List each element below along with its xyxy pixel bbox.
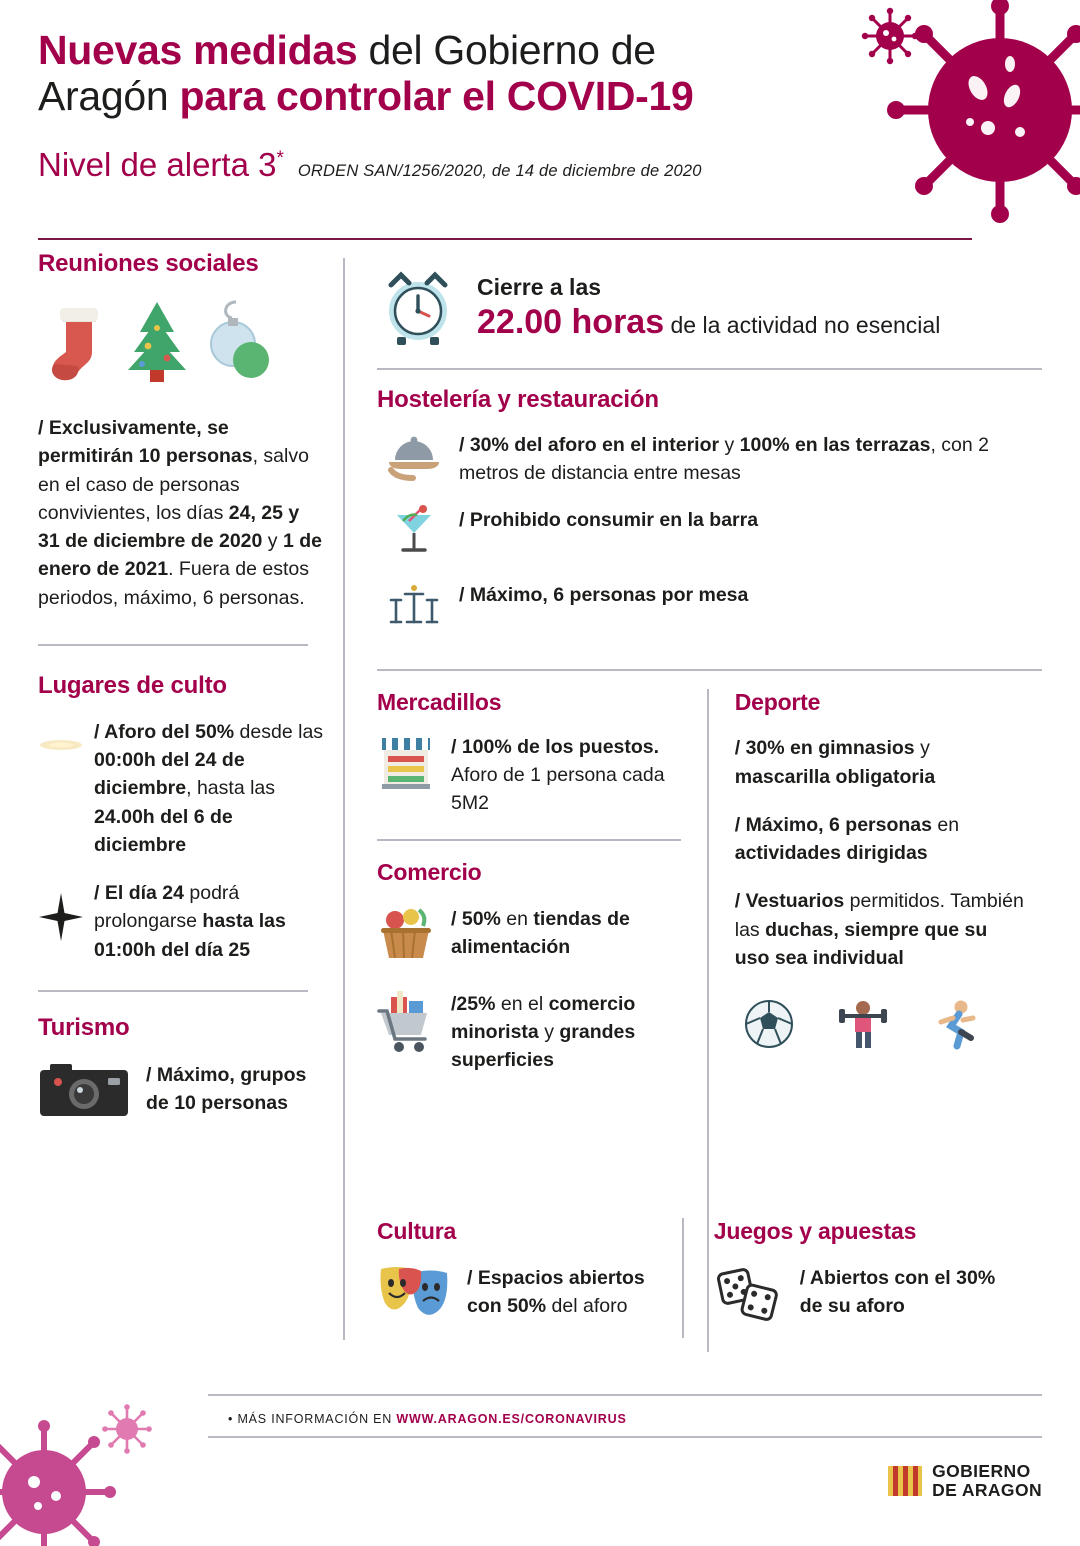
com-2-b0: 25%	[456, 993, 496, 1016]
commerce-item-1	[377, 904, 681, 971]
tourism-b1: 10 personas	[174, 1091, 288, 1114]
social-bold-2: 24, 25 y 31 de diciembre de 2020	[38, 501, 300, 553]
bottom-col-gambling	[684, 1218, 1042, 1348]
government-logo	[888, 1462, 1042, 1500]
hospitality-text-1	[459, 430, 1042, 487]
social-text-2: , salvo en el caso de personas convivientes, los días	[38, 445, 309, 524]
column-right-area	[345, 250, 1042, 1370]
hospitality-item-2	[385, 505, 1042, 562]
section-heading-hospitality: Hostelería y restauración	[377, 386, 659, 413]
running-icon	[931, 998, 983, 1052]
divider-markets	[377, 839, 681, 841]
bottom-col-tourism-spacer	[38, 1218, 343, 1348]
column-left	[38, 250, 343, 1370]
hosp-3-t1: / Máximo,	[459, 584, 554, 607]
markets-t1: Aforo de 1 persona cada 5M2	[451, 764, 665, 814]
section-heading-worship: Lugares de culto	[38, 671, 227, 699]
social-text-3: y	[262, 530, 283, 553]
more-info-prefix: • MÁS INFORMACIÓN EN	[228, 1412, 397, 1426]
sport-3-t2: permitidos	[844, 890, 940, 913]
sport-2-t1: / Máximo,	[734, 813, 830, 836]
social-bold-1: 10 personas	[138, 445, 253, 468]
hosp-3-b1: 6 personas por mesa	[553, 584, 749, 607]
markets-item	[377, 732, 681, 817]
worship-1-t2: desde las	[234, 720, 324, 743]
gambling-t1: / Abiertos con el	[799, 1267, 957, 1289]
section-heading-gambling: Juegos y apuestas	[713, 1218, 917, 1244]
com-2-t3: y	[538, 1021, 560, 1044]
hospitality-item-1	[385, 430, 1042, 487]
worship-text-1	[94, 718, 325, 859]
main-content	[0, 250, 1080, 1370]
sport-1-t1: /	[734, 737, 746, 760]
camera-icon	[38, 1060, 130, 1127]
aragon-flag-icon	[888, 1466, 922, 1496]
sport-text-1	[735, 734, 1024, 791]
com-2-b1: comercio minorista	[451, 993, 636, 1044]
tourism-t1: / Máximo, grupos de	[146, 1063, 307, 1114]
hospitality-text-3	[459, 580, 748, 610]
theatre-masks-icon	[377, 1263, 451, 1326]
gambling-item	[714, 1263, 1004, 1330]
com-1-t1: /	[451, 908, 462, 931]
logo-line-1: GOBIERNO	[932, 1461, 1031, 1482]
christmas-icon-group	[42, 296, 325, 388]
markets-b1: / 100% de los puestos.	[451, 736, 660, 759]
hosp-2-t1: / Prohibido consumir en la barra	[459, 509, 759, 532]
commerce-item-2	[377, 989, 681, 1074]
alert-level-label: Nivel de alerta 3	[38, 145, 277, 183]
com-1-t2: en	[500, 908, 534, 931]
com-1-b1: tiendas de alimentación	[451, 908, 630, 959]
footer-divider-bottom	[208, 1436, 1042, 1438]
closing-banner	[371, 250, 1042, 362]
divider-left-2	[38, 990, 308, 992]
worship-1-b2: 00:00h del 24 de diciembre	[94, 749, 245, 800]
hosp-1-t1: y	[719, 434, 740, 456]
worship-2-b1: día 24	[128, 882, 184, 905]
social-bold-3: 1 de enero de 2021	[38, 530, 322, 581]
com-2-t1: /	[451, 993, 457, 1016]
worship-item-2	[38, 879, 325, 964]
tourism-item	[38, 1060, 325, 1127]
social-text-1: / Exclusivamente, se permitirán	[38, 417, 229, 468]
bar-table-stools-icon	[385, 580, 443, 637]
hospitality-items	[371, 430, 1042, 655]
food-cloche-icon	[385, 430, 443, 487]
dice-icon	[714, 1263, 784, 1330]
more-info-url[interactable]: WWW.ARAGON.ES/CORONAVIRUS	[396, 1412, 627, 1426]
social-text	[38, 414, 325, 612]
worship-2-t2: podrá prolongarse	[94, 882, 240, 933]
social-text-4: . Fuera de estos periodos, máximo, 6 personas.	[38, 558, 309, 609]
com-1-b0: 50%	[461, 908, 501, 931]
header	[0, 0, 1080, 250]
sport-1-b1: 30% en gimnasios	[745, 737, 915, 760]
section-heading-tourism: Turismo	[38, 1013, 130, 1041]
hospitality-item-3	[385, 580, 1042, 637]
christmas-tree-icon	[122, 298, 192, 388]
footer-divider-top	[208, 1394, 1042, 1396]
worship-items	[38, 718, 325, 964]
closing-text	[477, 274, 940, 342]
footer	[0, 1388, 1080, 1528]
section-heading-social: Reuniones sociales	[38, 250, 259, 277]
alert-level-asterisk: *	[276, 147, 284, 169]
weightlifting-icon	[837, 998, 889, 1052]
title-highlight-2: para controlar el COVID-19	[179, 72, 694, 119]
sport-3-b1: Vestuarios	[745, 890, 845, 913]
section-heading-markets: Mercadillos	[377, 689, 502, 716]
christmas-bauble-icon	[202, 298, 274, 388]
culture-text	[467, 1263, 682, 1320]
soccer-ball-icon	[743, 998, 795, 1050]
hosp-1-t2: , con 2 metros de distancia entre mesas	[459, 434, 990, 484]
culture-t1: del aforo	[546, 1294, 628, 1317]
commerce-text-2	[451, 989, 681, 1074]
worship-1-t1: / Aforo del	[94, 720, 196, 743]
worship-item-1	[38, 718, 325, 859]
light-rays-icon	[38, 718, 84, 859]
christmas-stocking-icon	[42, 302, 112, 388]
title-highlight-1: Nuevas medidas	[38, 27, 358, 73]
com-2-t2: en el	[495, 993, 549, 1016]
hosp-1-b1: / 30% del aforo en el interior	[459, 434, 720, 456]
worship-2-b2: hasta las 01:00h del día 25	[94, 910, 286, 961]
header-divider	[38, 238, 972, 240]
divider-left-1	[38, 644, 308, 646]
worship-1-t3: , hasta las	[186, 777, 276, 800]
shopping-cart-gifts-icon	[377, 989, 435, 1060]
virus-illustration-small	[860, 6, 920, 66]
sport-2-b1: 6 personas	[829, 813, 932, 836]
cocktail-icon	[385, 505, 443, 562]
star-sparkle-icon	[38, 879, 84, 964]
worship-1-b3: 24.00h del 6 de diciembre	[94, 805, 233, 856]
sport-3-b2: . También las	[734, 890, 1024, 941]
worship-text-2	[94, 879, 325, 964]
sport-3-b3: duchas, siempre que su uso sea individual	[734, 918, 988, 969]
sport-icon-group	[735, 998, 1024, 1052]
section-heading-commerce: Comercio	[377, 859, 482, 886]
closing-line-2	[477, 303, 940, 342]
order-reference: ORDEN SAN/1256/2020, de 14 de diciembre de 2020	[297, 161, 702, 180]
title-plain-2: Aragón	[38, 72, 180, 119]
sport-1-b2: mascarilla obligatoria	[734, 765, 936, 788]
sport-3-t1: /	[734, 890, 746, 913]
divider-right-1	[377, 368, 1042, 370]
worship-2-t1: / El	[94, 882, 129, 905]
com-2-b2: grandes superficies	[451, 1021, 636, 1071]
alert-level	[38, 146, 284, 184]
section-heading-culture: Cultura	[377, 1218, 457, 1244]
sport-2-t2: en	[931, 813, 960, 836]
title-plain-1: del Gobierno de	[357, 27, 656, 73]
page-title	[38, 28, 858, 120]
closing-hour: 22.00 horas	[477, 303, 665, 341]
culture-item	[377, 1263, 682, 1326]
hosp-1-b2: 100% en las terrazas	[739, 434, 931, 456]
sport-1-t2: y	[914, 737, 930, 760]
gambling-text	[800, 1263, 1004, 1320]
logo-line-2: DE ARAGON	[932, 1480, 1042, 1501]
gambling-b1: 30% de su aforo	[799, 1267, 996, 1317]
hospitality-text-2	[459, 505, 758, 535]
government-logo-text	[932, 1462, 1042, 1500]
divider-right-2	[377, 669, 1042, 671]
sport-2-b2: actividades dirigidas	[734, 842, 928, 865]
culture-b1: / Espacios abiertos con 50%	[467, 1267, 645, 1317]
more-info-line	[228, 1412, 627, 1426]
closing-line-2-rest: de la actividad no esencial	[664, 312, 941, 338]
section-heading-sport: Deporte	[734, 689, 821, 716]
sport-text-3	[735, 887, 1024, 972]
markets-text	[451, 732, 681, 817]
commerce-text-1	[451, 904, 681, 961]
tourism-text	[146, 1060, 325, 1117]
market-stall-icon	[377, 732, 435, 797]
sport-text-2	[735, 811, 1024, 868]
bottom-row	[0, 1218, 1080, 1348]
alarm-clock-icon	[377, 267, 459, 349]
worship-1-b1: 50%	[195, 720, 235, 743]
bottom-col-culture	[345, 1218, 682, 1348]
closing-line-1: Cierre a las	[477, 274, 602, 300]
virus-illustration-footer-small	[100, 1402, 154, 1456]
grocery-basket-icon	[377, 904, 435, 971]
